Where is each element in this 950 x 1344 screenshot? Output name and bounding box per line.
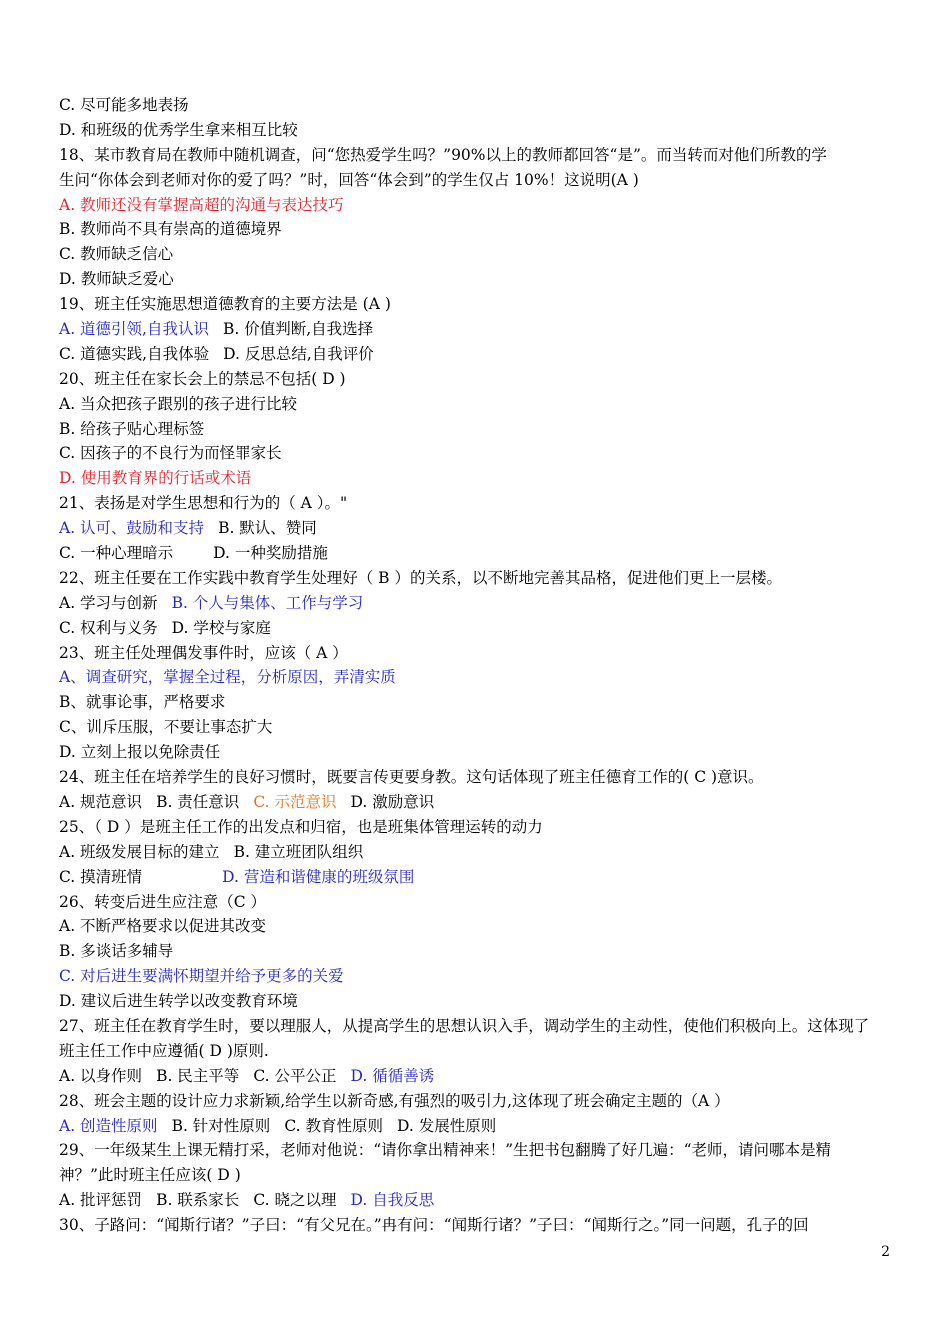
question-18: 18、某市教育局在教师中随机调查，问“您热爱学生吗？”90%以上的教师都回答“是”。而当转而对他们所教的学: [59, 145, 827, 164]
answer-option: A. 创造性原则: [59, 1116, 158, 1135]
option: B. 价值判断,自我选择: [222, 320, 374, 339]
option: D. 激励意识: [350, 792, 435, 811]
page-number: 2: [881, 1244, 890, 1260]
option-line: [59, 342, 895, 367]
answer-option: D. 营造和谐健康的班级氛围: [222, 867, 415, 886]
question-19: 19、班主任实施思想道德教育的主要方法是 (A ): [59, 295, 391, 314]
option: D. 反思总结,自我评价: [223, 344, 374, 363]
option: C. 一种心理暗示: [59, 544, 174, 563]
question-21: 21、表扬是对学生思想和行为的（ A ）。": [59, 494, 348, 513]
option-line: C. 因孩子的不良行为而怪罪家长: [59, 444, 282, 463]
option-line: C. 尽可能多地表扬: [59, 96, 189, 114]
option-line: C. 教师缺乏信心: [59, 245, 174, 264]
answer-option: A. 道德引领,自我认识: [59, 320, 209, 339]
option-line: [59, 1114, 895, 1139]
answer-option: A. 教师还没有掌握高超的沟通与表达技巧: [59, 195, 344, 214]
option: C. 公平公正: [253, 1066, 337, 1085]
question-28: 28、班会主题的设计应力求新颖,给学生以新奇感,有强烈的吸引力,这体现了班会确定主题的（A ）: [59, 1091, 730, 1110]
question-27-cont: 班主任工作中应遵循( D )原则.: [59, 1041, 269, 1060]
option: A. 以身作则: [59, 1066, 143, 1085]
question-25: 25、（ D ）是班主任工作的出发点和归宿，也是班集体管理运转的动力: [59, 817, 543, 836]
option-line: [59, 790, 895, 815]
question-29: 29、一年级某生上课无精打采，老师对他说：“请你拿出精神来！”生把书包翻腾了好几遍：“老师，请问哪本是精: [59, 1141, 831, 1160]
option-line: [59, 1188, 895, 1213]
answer-option: C. 对后进生要满怀期望并给予更多的关爱: [59, 967, 344, 986]
option: D. 发展性原则: [396, 1116, 497, 1135]
question-24: 24、班主任在培养学生的良好习惯时，既要言传更要身教。这句话体现了班主任德育工作的( C )意识。: [59, 768, 764, 787]
option: A. 班级发展目标的建立: [59, 842, 220, 861]
option: B. 默认、赞同: [218, 519, 317, 538]
option-line: D. 立刻上报以免除责任: [59, 743, 221, 762]
answer-option: C. 示范意识: [253, 792, 337, 811]
option: C. 摸清班情: [59, 867, 143, 886]
option: B. 联系家长: [156, 1191, 240, 1210]
answer-option: D. 循循善诱: [350, 1066, 435, 1085]
option: A. 学习与创新: [59, 593, 158, 612]
question-23: 23、班主任处理偶发事件时，应该（ A ）: [59, 643, 348, 662]
option-line: [59, 1064, 895, 1089]
option-line: [59, 591, 895, 616]
option-line: [59, 616, 895, 641]
answer-option: A、调查研究，掌握全过程，分析原因，弄清实质: [59, 668, 396, 687]
answer-option: A. 认可、鼓励和支持: [59, 519, 205, 538]
option-line: B. 多谈话多辅导: [59, 942, 174, 961]
option: B. 建立班团队组织: [233, 842, 364, 861]
option: B. 针对性原则: [171, 1116, 271, 1135]
option: D. 学校与家庭: [171, 618, 271, 637]
answer-option: D. 使用教育界的行话或术语: [59, 469, 252, 488]
option-line: A. 不断严格要求以促进其改变: [59, 917, 267, 936]
option: A. 批评惩罚: [59, 1191, 143, 1210]
option-line: D. 教师缺乏爱心: [59, 270, 174, 289]
option-line: [59, 516, 895, 541]
question-22: 22、班主任要在工作实践中教育学生处理好（ B ）的关系，以不断地完善其品格，促进他们更上一层楼。: [59, 568, 782, 587]
option-line: B、就事论事，严格要求: [59, 693, 226, 712]
option-line: C、训斥压服，不要让事态扩大: [59, 718, 273, 737]
option-line: [59, 865, 895, 890]
question-27: 27、班主任在教育学生时，要以理服人，从提高学生的思想认识入手，调动学生的主动性，使他们积极向上。这体现了: [59, 1016, 870, 1035]
option-line: [59, 541, 895, 566]
option-line: [59, 840, 895, 865]
option-line: D. 和班级的优秀学生拿来相互比较: [59, 120, 298, 139]
option: C. 晓之以理: [253, 1191, 337, 1210]
question-30: 30、子路问：“闻斯行诸？”子曰：“有父兄在。”冉有问：“闻斯行诸？”子曰：“闻斯行之。”同一问题，孔子的回: [59, 1216, 809, 1235]
question-list: [59, 93, 895, 1238]
question-18-cont: 生问“你体会到老师对你的爱了吗？”时，回答“体会到”的学生仅占 10%！这说明(A ): [59, 170, 639, 189]
option: C. 道德实践,自我体验: [59, 344, 210, 363]
question-20: 20、班主任在家长会上的禁忌不包括( D ): [59, 369, 346, 388]
option-line: B. 给孩子贴心理标签: [59, 419, 205, 438]
question-26: 26、转变后进生应注意（C ）: [59, 892, 267, 911]
option-line: A. 当众把孩子跟别的孩子进行比较: [59, 394, 298, 413]
answer-option: B. 个人与集体、工作与学习: [171, 593, 364, 612]
question-29-cont: 神？”此时班主任应该( D ): [59, 1166, 241, 1185]
option: C. 权利与义务: [59, 618, 158, 637]
option-line: B. 教师尚不具有崇高的道德境界: [59, 220, 282, 239]
option-line: D. 建议后进生转学以改变教育环境: [59, 992, 298, 1011]
option: A. 规范意识: [59, 792, 143, 811]
option: B. 民主平等: [156, 1066, 240, 1085]
option: C. 教育性原则: [284, 1116, 383, 1135]
option: D. 一种奖励措施: [213, 544, 328, 563]
option: B. 责任意识: [156, 792, 240, 811]
option-line: [59, 317, 895, 342]
answer-option: D. 自我反思: [350, 1191, 435, 1210]
